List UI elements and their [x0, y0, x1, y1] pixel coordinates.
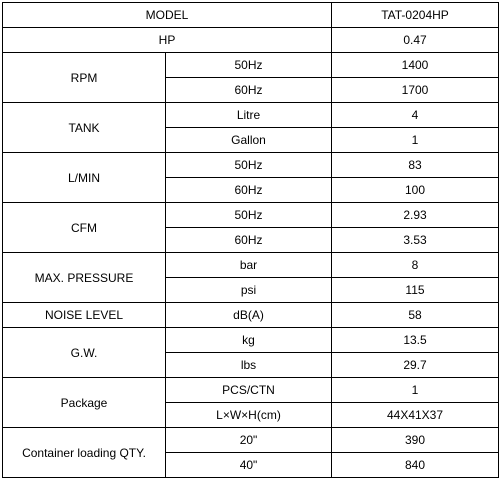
tank-unit-litre: Litre — [166, 103, 332, 128]
gw-label: G.W. — [3, 328, 166, 378]
container-value-20: 390 — [332, 428, 499, 453]
noise-label: NOISE LEVEL — [3, 303, 166, 328]
package-value-dims: 44X41X37 — [332, 403, 499, 428]
row-lmin-50 — [3, 153, 499, 178]
pressure-value-psi: 115 — [332, 278, 499, 303]
spec-table — [2, 2, 499, 478]
gw-unit-lbs: lbs — [166, 353, 332, 378]
cfm-value-60hz: 3.53 — [332, 228, 499, 253]
rpm-value-60hz: 1700 — [332, 78, 499, 103]
lmin-value-50hz: 83 — [332, 153, 499, 178]
lmin-unit-50hz: 50Hz — [166, 153, 332, 178]
container-unit-20: 20" — [166, 428, 332, 453]
rpm-label: RPM — [3, 53, 166, 103]
row-package-pcs — [3, 378, 499, 403]
noise-value: 58 — [332, 303, 499, 328]
pressure-label: MAX. PRESSURE — [3, 253, 166, 303]
container-value-40: 840 — [332, 453, 499, 478]
pressure-unit-psi: psi — [166, 278, 332, 303]
pressure-unit-bar: bar — [166, 253, 332, 278]
rpm-unit-60hz: 60Hz — [166, 78, 332, 103]
row-cfm-50 — [3, 203, 499, 228]
gw-value-lbs: 29.7 — [332, 353, 499, 378]
rpm-value-50hz: 1400 — [332, 53, 499, 78]
row-container-20 — [3, 428, 499, 453]
lmin-label: L/MIN — [3, 153, 166, 203]
gw-unit-kg: kg — [166, 328, 332, 353]
package-unit-dims: L×W×H(cm) — [166, 403, 332, 428]
model-value: TAT-0204HP — [332, 3, 499, 28]
row-gw-kg — [3, 328, 499, 353]
row-hp — [3, 28, 499, 53]
row-rpm-50 — [3, 53, 499, 78]
package-value-pcs: 1 — [332, 378, 499, 403]
row-noise — [3, 303, 499, 328]
cfm-unit-50hz: 50Hz — [166, 203, 332, 228]
row-model — [3, 3, 499, 28]
rpm-unit-50hz: 50Hz — [166, 53, 332, 78]
hp-value: 0.47 — [332, 28, 499, 53]
tank-value-gallon: 1 — [332, 128, 499, 153]
pressure-value-bar: 8 — [332, 253, 499, 278]
package-unit-pcs: PCS/CTN — [166, 378, 332, 403]
model-label: MODEL — [3, 3, 332, 28]
tank-label: TANK — [3, 103, 166, 153]
container-unit-40: 40" — [166, 453, 332, 478]
lmin-unit-60hz: 60Hz — [166, 178, 332, 203]
row-tank-litre — [3, 103, 499, 128]
package-label: Package — [3, 378, 166, 428]
gw-value-kg: 13.5 — [332, 328, 499, 353]
row-pressure-bar — [3, 253, 499, 278]
hp-label: HP — [3, 28, 332, 53]
cfm-value-50hz: 2.93 — [332, 203, 499, 228]
container-label: Container loading QTY. — [3, 428, 166, 478]
cfm-unit-60hz: 60Hz — [166, 228, 332, 253]
cfm-label: CFM — [3, 203, 166, 253]
tank-value-litre: 4 — [332, 103, 499, 128]
noise-unit: dB(A) — [166, 303, 332, 328]
tank-unit-gallon: Gallon — [166, 128, 332, 153]
lmin-value-60hz: 100 — [332, 178, 499, 203]
